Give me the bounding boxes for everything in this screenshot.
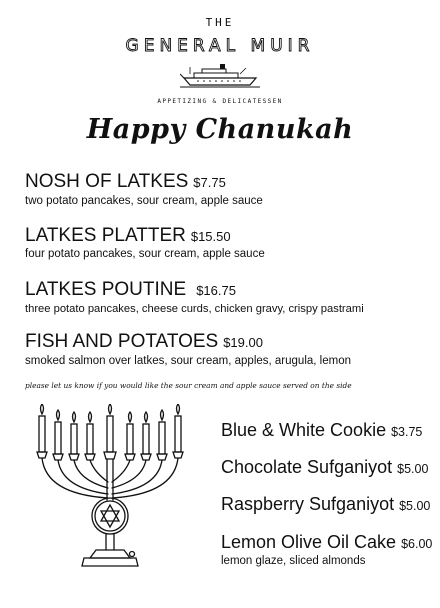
menu-item	[25, 171, 226, 193]
item-description: four potato pancakes, sour cream, apple sauce	[25, 248, 265, 260]
item-name: LATKES PLATTER	[25, 225, 186, 246]
dessert-price: $3.75	[391, 425, 423, 439]
serving-note: please let us know if you would like the sour cream and apple sauce served on the side	[25, 381, 352, 390]
item-name: FISH AND POTATOES	[25, 331, 219, 352]
dessert-name: Raspberry Sufganiyot	[221, 494, 395, 514]
dessert-item	[221, 457, 428, 478]
item-name: LATKES POUTINE	[25, 279, 187, 300]
logo-the: THE	[205, 16, 235, 29]
menu-item	[25, 331, 263, 353]
item-price: $16.75	[196, 283, 236, 298]
item-price: $15.50	[190, 229, 231, 244]
dessert-price: $5.00	[397, 462, 429, 476]
dessert-description: lemon glaze, sliced almonds	[221, 555, 366, 567]
item-name: NOSH OF LATKES	[25, 171, 189, 192]
dessert-price: $6.00	[401, 537, 433, 551]
dessert-name: Blue & White Cookie	[221, 420, 387, 440]
dessert-price: $5.00	[399, 499, 431, 513]
item-description: three potato pancakes, cheese curds, chicken gravy, crispy pastrami	[25, 303, 364, 315]
logo-brand-name: GENERAL MUIR	[125, 36, 315, 56]
page-title: Happy Chanukah	[86, 114, 354, 145]
menu-item	[25, 225, 231, 247]
item-description: two potato pancakes, sour cream, apple sauce	[25, 195, 263, 207]
menu-item	[25, 279, 236, 301]
dessert-item	[221, 420, 422, 441]
dessert-name: Lemon Olive Oil Cake	[221, 532, 397, 552]
item-description: smoked salmon over latkes, sour cream, apples, arugula, lemon	[25, 355, 351, 367]
menorah-icon	[34, 404, 186, 572]
logo-tagline: APPETIZING & DELICATESSEN	[157, 98, 283, 105]
item-price: $7.75	[193, 175, 226, 190]
item-price: $19.00	[223, 335, 263, 350]
ship-icon	[180, 62, 260, 88]
dessert-item	[221, 494, 430, 515]
dessert-name: Chocolate Sufganiyot	[221, 457, 393, 477]
dessert-item	[221, 532, 432, 553]
